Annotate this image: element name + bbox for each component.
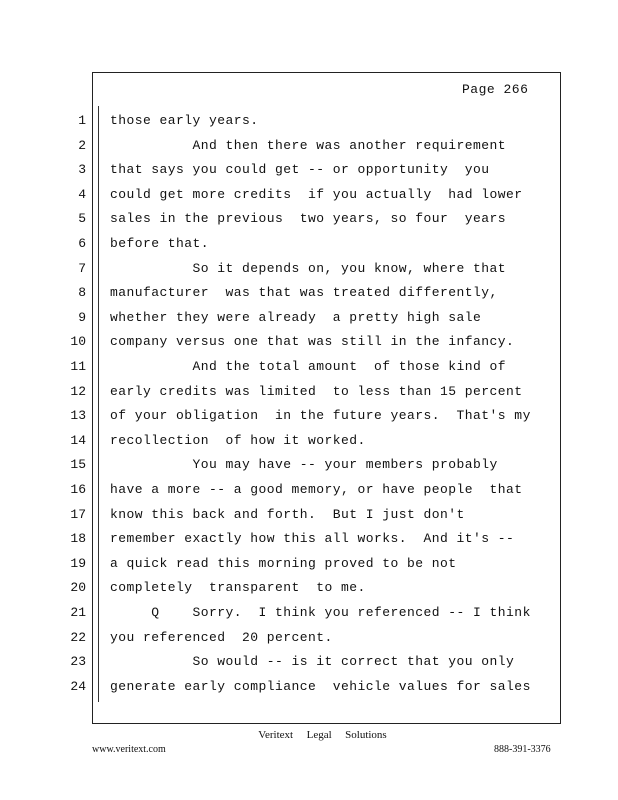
transcript-line: whether they were already a pretty high sale bbox=[110, 310, 482, 325]
line-number: 8 bbox=[78, 285, 86, 300]
line-number: 17 bbox=[70, 507, 86, 522]
line-number: 18 bbox=[70, 531, 86, 546]
footer-phone: 888-391-3376 bbox=[494, 744, 551, 755]
transcript-line: company versus one that was still in the infancy. bbox=[110, 334, 515, 349]
line-number: 3 bbox=[78, 162, 86, 177]
line-number: 23 bbox=[70, 654, 86, 669]
line-number: 14 bbox=[70, 433, 86, 448]
transcript-line: So would -- is it correct that you only bbox=[110, 654, 515, 669]
transcript-line: manufacturer was that was treated differently, bbox=[110, 285, 498, 300]
transcript-line: could get more credits if you actually had lower bbox=[110, 187, 523, 202]
transcript-line: completely transparent to me. bbox=[110, 580, 366, 595]
line-number: 10 bbox=[70, 334, 86, 349]
line-number: 22 bbox=[70, 630, 86, 645]
line-number: 2 bbox=[78, 138, 86, 153]
line-number: 1 bbox=[78, 113, 86, 128]
transcript-line: of your obligation in the future years. That's my bbox=[110, 408, 531, 423]
line-number: 20 bbox=[70, 580, 86, 595]
line-number: 4 bbox=[78, 187, 86, 202]
transcript-line: know this back and forth. But I just don't bbox=[110, 507, 465, 522]
transcript-line: before that. bbox=[110, 236, 210, 251]
transcript-line: generate early compliance vehicle values for sales bbox=[110, 679, 531, 694]
transcript-line: You may have -- your members probably bbox=[110, 457, 498, 472]
footer-company: Veritext Legal Solutions bbox=[258, 729, 387, 741]
line-number: 19 bbox=[70, 556, 86, 571]
line-number: 21 bbox=[70, 605, 86, 620]
line-number: 15 bbox=[70, 457, 86, 472]
transcript-line: And then there was another requirement bbox=[110, 138, 507, 153]
line-number: 11 bbox=[70, 359, 86, 374]
transcript-line: early credits was limited to less than 15 percent bbox=[110, 384, 523, 399]
transcript-line: recollection of how it worked. bbox=[110, 433, 366, 448]
transcript-line: that says you could get -- or opportunity you bbox=[110, 162, 490, 177]
line-number: 24 bbox=[70, 679, 86, 694]
line-number: 5 bbox=[78, 211, 86, 226]
transcript-line: those early years. bbox=[110, 113, 259, 128]
transcript-line: a quick read this morning proved to be not bbox=[110, 556, 457, 571]
line-number: 13 bbox=[70, 408, 86, 423]
page-number: Page 266 bbox=[462, 82, 529, 97]
line-number: 16 bbox=[70, 482, 86, 497]
transcript-line: Q Sorry. I think you referenced -- I think bbox=[110, 605, 531, 620]
line-number-margin-rule bbox=[98, 106, 99, 702]
transcript-line: remember exactly how this all works. And it's -- bbox=[110, 531, 515, 546]
transcript-line: sales in the previous two years, so four years bbox=[110, 211, 507, 226]
line-number: 12 bbox=[70, 384, 86, 399]
line-number: 9 bbox=[78, 310, 86, 325]
transcript-line: you referenced 20 percent. bbox=[110, 630, 333, 645]
line-number: 7 bbox=[78, 261, 86, 276]
transcript-line: have a more -- a good memory, or have people that bbox=[110, 482, 523, 497]
transcript-line: So it depends on, you know, where that bbox=[110, 261, 507, 276]
transcript-line: And the total amount of those kind of bbox=[110, 359, 507, 374]
footer-website: www.veritext.com bbox=[92, 744, 166, 755]
line-number: 6 bbox=[78, 236, 86, 251]
